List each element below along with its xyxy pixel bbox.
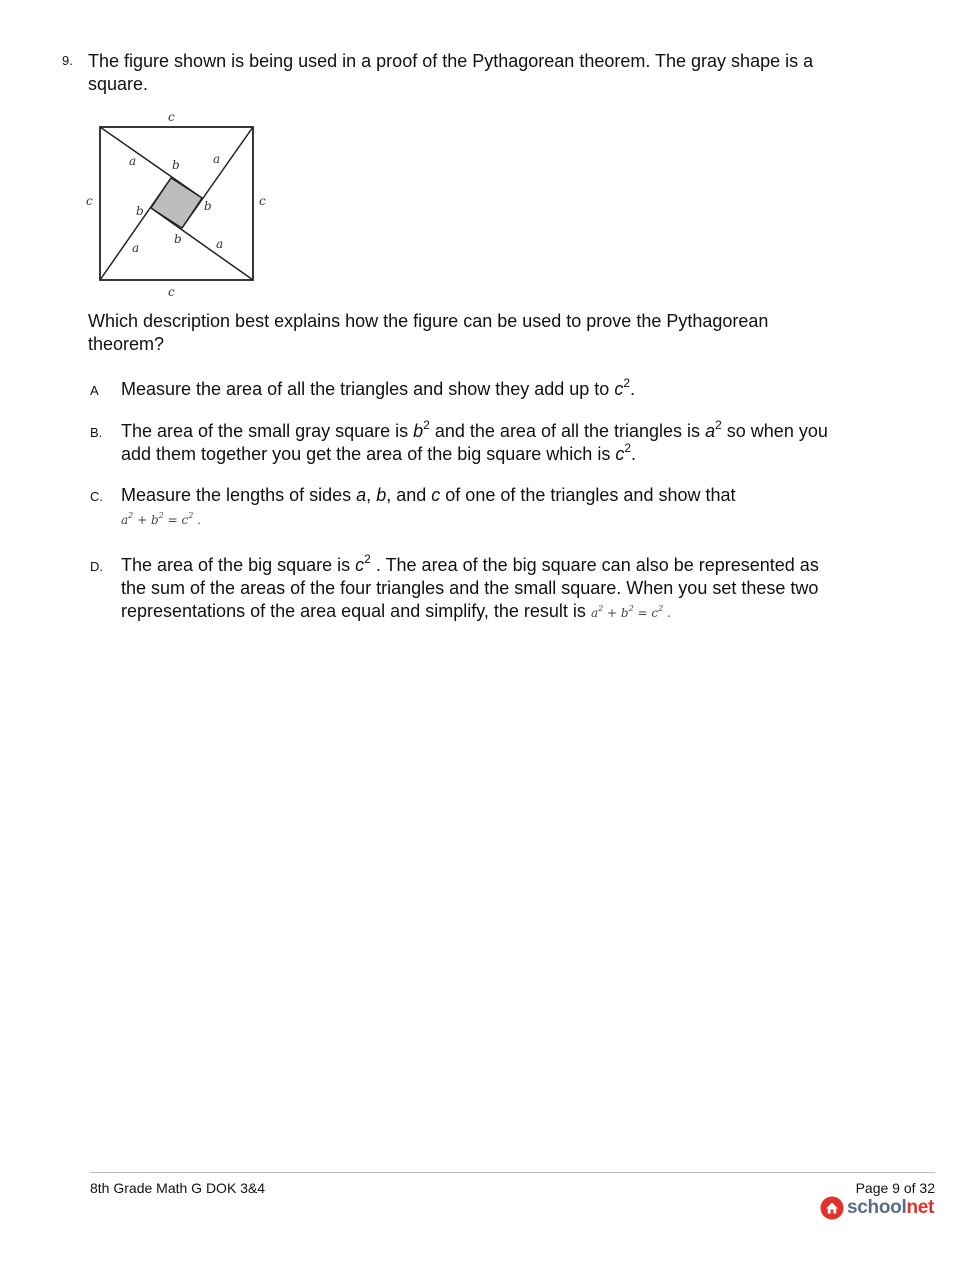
question-prompt: Which description best explains how the figure can be used to prove the Pythagorean theorem? — [88, 311, 769, 354]
label-c-right: c — [259, 194, 266, 208]
label-b-bottom: b — [174, 232, 182, 246]
gray-inner-square — [151, 178, 202, 228]
question-stem: The figure shown is being used in a proof of the Pythagorean theorem. The gray shape is a square. — [88, 51, 814, 94]
footer-divider — [90, 1172, 935, 1173]
diagonal-top-left — [100, 127, 202, 198]
choice-letter: C. — [90, 489, 103, 504]
label-a-top-left: a — [129, 154, 137, 168]
choice-text: The area of the big square is $c^2$ . The area of the big square can also be represented as the sum of the areas of the four triangles and the small square. When you set these two representations of the area equal and simplify, the result is $a^2 + b^2 = c^2$ . — [121, 552, 819, 621]
choice-letter: A — [90, 383, 99, 398]
label-c-bottom: c — [168, 285, 175, 299]
choice-text: Measure the lengths of sides a, b, and c of one of the triangles and show that $a^2 + b^2 = c^2$ . — [121, 485, 736, 527]
pythagorean-figure — [80, 106, 280, 302]
choice-text: The area of the small gray square is $b^2$ and the area of all the triangles is $a^2$ so when you add them together you get the area of the big square which is $c^2$. — [121, 418, 828, 464]
equation-image: $a^2 + b^2 = c^2$ . — [590, 604, 671, 620]
label-a-bottom-left: a — [132, 241, 140, 255]
logo-wordmark: schoolnet — [847, 1197, 935, 1218]
label-c-top: c — [168, 110, 175, 124]
label-a-bottom-right: a — [216, 237, 224, 251]
question-number: 9. — [62, 53, 73, 68]
footer-title: 8th Grade Math G DOK 3&4 — [90, 1180, 266, 1196]
label-a-top-right: a — [213, 152, 221, 166]
page-number: Page 9 of 32 — [855, 1180, 935, 1196]
choice-letter: B. — [90, 425, 103, 440]
label-b-top: b — [172, 158, 180, 172]
label-c-left: c — [86, 194, 93, 208]
diagonal-top-right — [182, 127, 253, 228]
choice-letter: D. — [90, 559, 103, 574]
schoolnet-logo — [820, 1196, 934, 1220]
diagonal-bottom-right — [151, 208, 253, 280]
label-b-left: b — [136, 204, 144, 218]
house-logo-icon — [820, 1196, 844, 1220]
equation-image: $a^2 + b^2 = c^2$ . — [121, 511, 201, 527]
choice-text: Measure the area of all the triangles and show they add up to $c^2$. — [121, 376, 636, 399]
label-b-right: b — [204, 199, 212, 213]
diagonal-bottom-left — [100, 178, 171, 280]
